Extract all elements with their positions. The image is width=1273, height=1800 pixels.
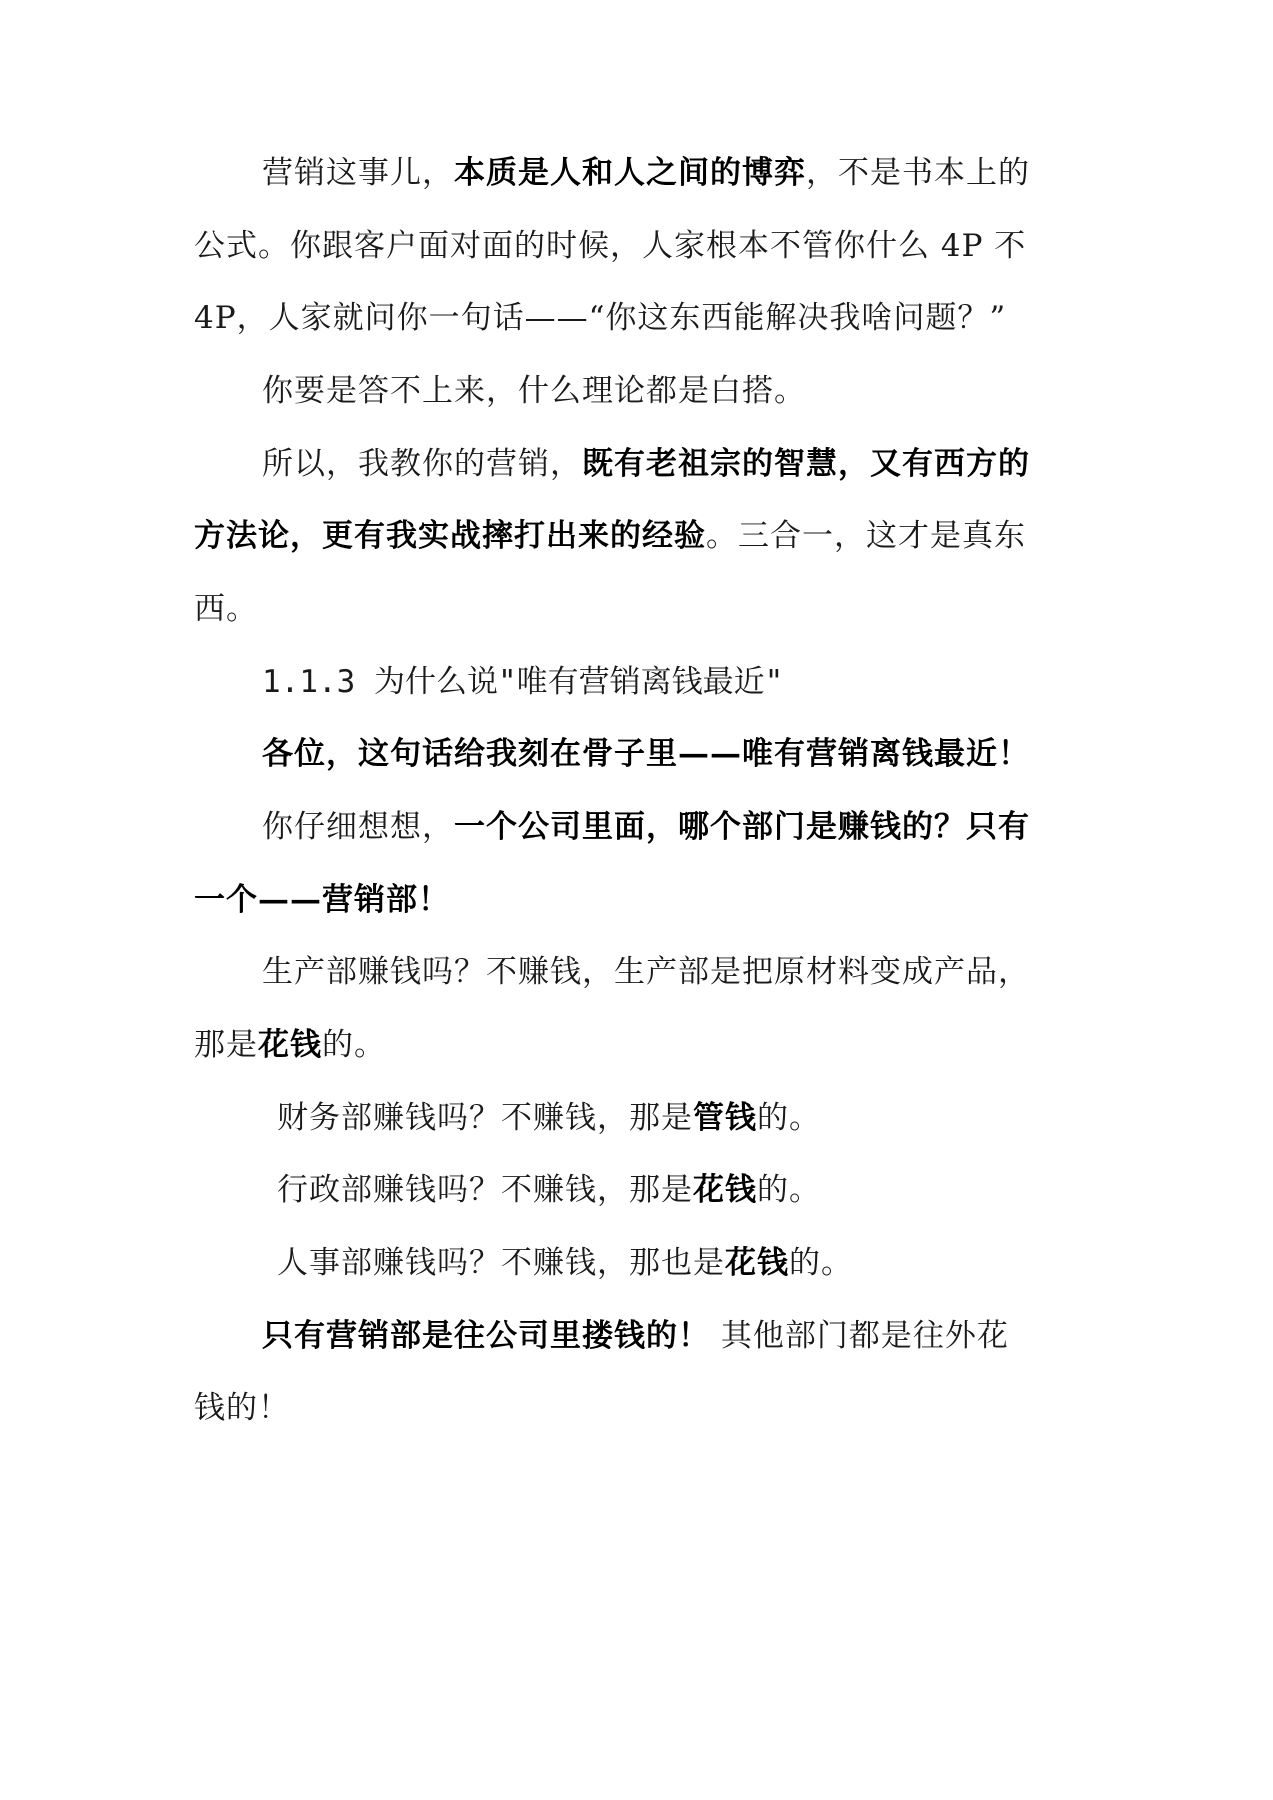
text-span: 你仔细想想， xyxy=(262,809,454,845)
text-span: 人事部赚钱吗？不赚钱，那也是 xyxy=(277,1245,725,1281)
text-span: 行政部赚钱吗？不赚钱，那是 xyxy=(277,1172,693,1208)
paragraph-2-line-1: 你要是答不上来，什么理论都是白搭。 xyxy=(262,373,806,409)
paragraph-3-line-2 xyxy=(194,516,1273,556)
text-span: 。三合一，这才是真东 xyxy=(706,518,1026,554)
paragraph-5-line-2: 一个——营销部！ xyxy=(194,882,450,918)
bold-text-span: 一个公司里面，哪个部门是赚钱的？只有 xyxy=(454,809,1030,845)
paragraph-7-line-1 xyxy=(277,1098,1273,1138)
paragraph-6-line-1: 生产部赚钱吗？不赚钱，生产部是把原材料变成产品， xyxy=(262,954,1030,990)
text-span: 财务部赚钱吗？不赚钱，那是 xyxy=(277,1100,693,1136)
text-span: 的。 xyxy=(757,1100,821,1136)
paragraph-1-line-1 xyxy=(262,153,1273,193)
paragraph-4-line-1: 各位，这句话给我刻在骨子里——唯有营销离钱最近！ xyxy=(262,736,1030,772)
paragraph-5-line-1 xyxy=(262,807,1273,847)
bold-text-span: 花钱 xyxy=(693,1172,757,1208)
paragraph-10-line-1 xyxy=(262,1316,1273,1356)
paragraph-10-line-2: 钱的！ xyxy=(194,1390,290,1426)
text-span: ，不是书本上的 xyxy=(806,155,1030,191)
bold-text-span: 管钱 xyxy=(693,1100,757,1136)
bold-text-span: 方法论，更有我实战摔打出来的经验 xyxy=(194,518,706,554)
section-heading: 1.1.3 为什么说"唯有营销离钱最近" xyxy=(262,664,784,700)
text-span: 所以，我教你的营销， xyxy=(262,446,582,482)
paragraph-1-line-2: 公式。你跟客户面对面的时候，人家根本不管你什么 4P 不 xyxy=(194,228,1027,264)
text-span: 营销这事儿， xyxy=(262,155,454,191)
bold-text-span: 花钱 xyxy=(258,1027,322,1063)
paragraph-1-line-3: 4P，人家就问你一句话——“你这东西能解决我啥问题？” xyxy=(194,300,1007,336)
paragraph-3-line-3: 西。 xyxy=(194,591,258,627)
bold-text-span: 花钱 xyxy=(725,1245,789,1281)
text-span: 其他部门都是往外花 xyxy=(710,1318,1009,1354)
paragraph-6-line-2 xyxy=(194,1025,1273,1065)
bold-text-span: 只有营销部是往公司里搂钱的！ xyxy=(262,1318,710,1354)
bold-text-span: 本质是人和人之间的博弈 xyxy=(454,155,806,191)
text-span: 的。 xyxy=(322,1027,386,1063)
paragraph-3-line-1 xyxy=(262,444,1273,484)
text-span: 那是 xyxy=(194,1027,258,1063)
bold-text-span: 既有老祖宗的智慧，又有西方的 xyxy=(582,446,1030,482)
text-span: 的。 xyxy=(757,1172,821,1208)
paragraph-8-line-1 xyxy=(277,1170,1273,1210)
paragraph-9-line-1 xyxy=(277,1243,1273,1283)
text-span: 的。 xyxy=(789,1245,853,1281)
